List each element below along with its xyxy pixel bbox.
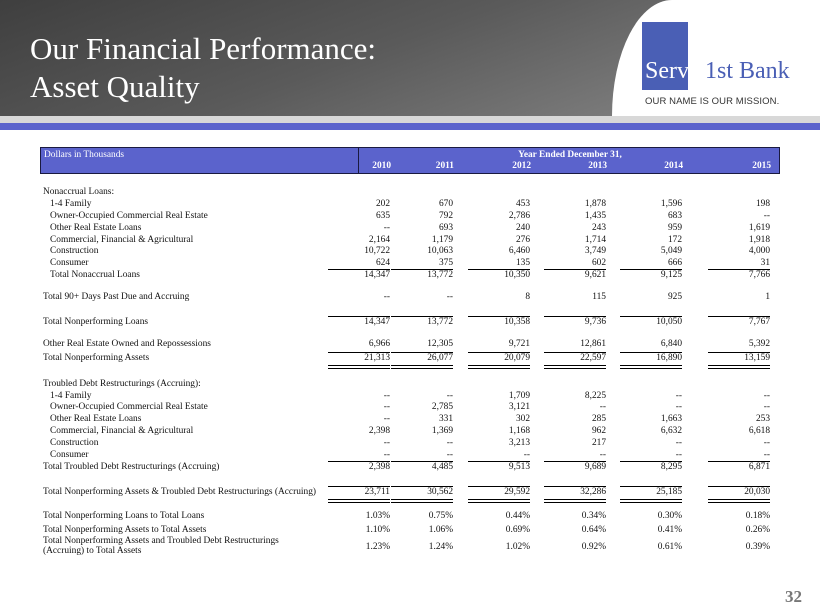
- cell-value: --: [675, 390, 682, 401]
- row-label: Other Real Estate Loans: [50, 414, 142, 425]
- cell-value: 602: [591, 258, 606, 269]
- cell-value: --: [383, 438, 390, 449]
- row-label: 1-4 Family: [50, 390, 92, 401]
- subtotal-rule: [620, 269, 682, 270]
- cell-value: 6,966: [368, 338, 390, 349]
- cell-value: 6,460: [508, 246, 530, 257]
- cell-value: --: [383, 414, 390, 425]
- cell-value: --: [383, 450, 390, 461]
- row-label: [43, 536, 279, 556]
- cell-value: 6,618: [748, 426, 770, 437]
- row-label: Consumer: [50, 450, 89, 461]
- subtotal-rule: [708, 486, 770, 487]
- cell-value: 1,179: [431, 234, 453, 245]
- cell-value: 3,213: [508, 438, 530, 449]
- cell-value: 10,063: [427, 246, 453, 257]
- year-header-2013: 2013: [588, 161, 607, 171]
- cell-value: --: [383, 222, 390, 233]
- cell-value: --: [523, 450, 530, 461]
- total-double-rule: [468, 499, 530, 503]
- total-tdr-row: [40, 462, 780, 474]
- cell-value: 0.30%: [657, 510, 682, 521]
- cell-value: --: [383, 292, 390, 303]
- cell-value: 4,000: [748, 246, 770, 257]
- total-double-rule: [708, 499, 770, 503]
- cell-value: 1.03%: [365, 510, 390, 521]
- total-double-rule: [544, 365, 606, 369]
- cell-value: 243: [591, 222, 606, 233]
- total-double-rule: [468, 365, 530, 369]
- cell-value: 9,689: [584, 461, 606, 472]
- row-label-line2: (Accruing) to Total Assets: [43, 546, 142, 557]
- cell-value: --: [763, 450, 770, 461]
- row-label: Owner-Occupied Commercial Real Estate: [50, 210, 208, 221]
- cell-value: 670: [438, 198, 453, 209]
- table-row: [40, 438, 780, 450]
- row-label: Total Nonperforming Assets: [43, 352, 150, 363]
- total-npa-row: [40, 353, 780, 365]
- cell-value: --: [383, 390, 390, 401]
- cell-value: 4,485: [431, 461, 453, 472]
- cell-value: 0.41%: [657, 524, 682, 535]
- cell-value: --: [383, 402, 390, 413]
- cell-value: 9,736: [584, 317, 606, 328]
- year-header-2012: 2012: [512, 161, 531, 171]
- row-label-line1: Total Nonperforming Assets and Troubled Debt Restructurings: [43, 536, 279, 547]
- cell-value: 9,513: [508, 461, 530, 472]
- total-double-rule: [620, 499, 682, 503]
- ratio-npa-row: [40, 525, 780, 537]
- cell-value: 2,786: [508, 210, 530, 221]
- row-label: Total 90+ Days Past Due and Accruing: [43, 292, 190, 303]
- cell-value: 962: [591, 426, 606, 437]
- cell-value: 7,766: [748, 270, 770, 281]
- spacer: [40, 174, 780, 187]
- cell-value: --: [675, 438, 682, 449]
- cell-value: 2,164: [368, 234, 390, 245]
- row-label: Commercial, Financial & Agricultural: [50, 426, 194, 437]
- cell-value: 0.39%: [745, 542, 770, 553]
- cell-value: 1.24%: [428, 542, 453, 553]
- cell-value: --: [446, 292, 453, 303]
- section-heading: Nonaccrual Loans:: [43, 187, 115, 197]
- cell-value: 5,049: [660, 246, 682, 257]
- cell-value: --: [763, 390, 770, 401]
- total-double-rule: [328, 499, 390, 503]
- row-label: Construction: [50, 438, 99, 449]
- cell-value: 0.69%: [505, 524, 530, 535]
- cell-value: 2,398: [368, 426, 390, 437]
- cell-value: 693: [438, 222, 453, 233]
- year-header-2011: 2011: [435, 161, 454, 171]
- logo-name-part1: Servis: [645, 58, 705, 84]
- cell-value: 20,030: [744, 486, 770, 497]
- cell-value: 1,663: [660, 414, 682, 425]
- cell-value: 3,121: [508, 402, 530, 413]
- cell-value: 8,295: [660, 461, 682, 472]
- cell-value: 1.10%: [365, 524, 390, 535]
- period-label: Year Ended December 31,: [518, 150, 622, 160]
- tdr-heading: [40, 379, 780, 391]
- cell-value: 25,185: [656, 486, 682, 497]
- cell-value: 30,562: [427, 486, 453, 497]
- cell-value: 0.18%: [745, 510, 770, 521]
- total-double-rule: [391, 365, 453, 369]
- cell-value: 792: [438, 210, 453, 221]
- subtotal-rule: [708, 269, 770, 270]
- cell-value: 1,168: [508, 426, 530, 437]
- asset-quality-table: [40, 147, 780, 562]
- ratio-npa-tdr-row: [40, 536, 780, 562]
- cell-value: 13,772: [427, 270, 453, 281]
- cell-value: --: [763, 438, 770, 449]
- cell-value: --: [599, 402, 606, 413]
- row-label: Construction: [50, 246, 99, 257]
- row-label: Other Real Estate Loans: [50, 222, 142, 233]
- logo-name-part2: 1st Bank: [705, 58, 790, 84]
- cell-value: 8,225: [584, 390, 606, 401]
- cell-value: 9,721: [508, 338, 530, 349]
- nonaccrual-heading: [40, 187, 780, 199]
- cell-value: 0.64%: [581, 524, 606, 535]
- cell-value: --: [446, 450, 453, 461]
- table-row: [40, 391, 780, 403]
- cell-value: 20,079: [504, 352, 530, 363]
- table-row: [40, 235, 780, 247]
- row-label: Total Nonperforming Loans: [43, 317, 149, 328]
- header-divider-grey: [0, 116, 820, 123]
- cell-value: 12,305: [427, 338, 453, 349]
- cell-value: 0.61%: [657, 542, 682, 553]
- cell-value: 172: [667, 234, 682, 245]
- row-label: Total Nonperforming Loans to Total Loans: [43, 510, 205, 521]
- cell-value: 29,592: [504, 486, 530, 497]
- cell-value: 375: [438, 258, 453, 269]
- row-label: Other Real Estate Owned and Repossessions: [43, 338, 211, 349]
- row-label: Total Nonperforming Assets & Troubled Debt Restructurings (Accruing): [43, 486, 317, 497]
- header-divider-blue: [0, 123, 820, 130]
- cell-value: 7,767: [748, 317, 770, 328]
- logo-tagline: OUR NAME IS OUR MISSION.: [645, 96, 780, 107]
- table-row: [40, 211, 780, 223]
- total-double-rule: [391, 499, 453, 503]
- cell-value: 13,159: [744, 352, 770, 363]
- cell-value: --: [675, 402, 682, 413]
- cell-value: 14,347: [364, 270, 390, 281]
- cell-value: 9,125: [660, 270, 682, 281]
- title-line-1: Our Financial Performance:: [30, 31, 377, 66]
- cell-value: 1,714: [584, 234, 606, 245]
- cell-value: 1,596: [660, 198, 682, 209]
- cell-value: 26,077: [427, 352, 453, 363]
- cell-value: 1.06%: [428, 524, 453, 535]
- cell-value: 0.34%: [581, 510, 606, 521]
- cell-value: 925: [667, 292, 682, 303]
- cell-value: 23,711: [364, 486, 390, 497]
- cell-value: --: [763, 210, 770, 221]
- table-header: [40, 147, 780, 174]
- cell-value: 0.75%: [428, 510, 453, 521]
- cell-value: 10,050: [656, 317, 682, 328]
- subtotal-rule: [708, 352, 770, 353]
- cell-value: 8: [525, 292, 530, 303]
- cell-value: 21,313: [364, 352, 390, 363]
- cell-value: 14,347: [364, 317, 390, 328]
- cell-value: 959: [667, 222, 682, 233]
- cell-value: 0.26%: [745, 524, 770, 535]
- cell-value: --: [599, 450, 606, 461]
- cell-value: 12,861: [580, 338, 606, 349]
- cell-value: 240: [515, 222, 530, 233]
- cell-value: 10,350: [504, 270, 530, 281]
- oreo-row: [40, 339, 780, 351]
- subtotal-rule: [620, 461, 682, 462]
- row-label: Total Nonperforming Assets to Total Assets: [43, 524, 207, 535]
- total-double-rule: [328, 365, 390, 369]
- cell-value: 1,709: [508, 390, 530, 401]
- cell-value: 32,286: [580, 486, 606, 497]
- cell-value: 276: [515, 234, 530, 245]
- cell-value: 666: [667, 258, 682, 269]
- cell-value: 22,597: [580, 352, 606, 363]
- total-double-rule: [544, 499, 606, 503]
- cell-value: 10,722: [364, 246, 390, 257]
- cell-value: 115: [592, 292, 606, 303]
- spacer: [40, 282, 780, 292]
- cell-value: 635: [375, 210, 390, 221]
- cell-value: 1.02%: [505, 542, 530, 553]
- subtotal-rule: [620, 486, 682, 487]
- cell-value: --: [763, 402, 770, 413]
- cell-value: 1,619: [748, 222, 770, 233]
- cell-value: --: [446, 438, 453, 449]
- table-row: [40, 199, 780, 211]
- cell-value: 16,890: [656, 352, 682, 363]
- page-number: 32: [785, 587, 802, 606]
- table-row: [40, 426, 780, 438]
- cell-value: 1.23%: [365, 542, 390, 553]
- spacer: [40, 329, 780, 339]
- cell-value: 198: [755, 198, 770, 209]
- subtotal-rule: [620, 352, 682, 353]
- cell-value: 453: [515, 198, 530, 209]
- year-header-2010: 2010: [372, 161, 391, 171]
- table-row: [40, 246, 780, 258]
- year-header-2014: 2014: [664, 161, 683, 171]
- cell-value: 217: [591, 438, 606, 449]
- past-due-row: [40, 292, 780, 304]
- cell-value: 6,840: [660, 338, 682, 349]
- total-nonaccrual-row: [40, 270, 780, 282]
- slide-title: [30, 30, 376, 106]
- cell-value: 1,369: [431, 426, 453, 437]
- cell-value: 1,878: [584, 198, 606, 209]
- table-row: [40, 223, 780, 235]
- cell-value: 9,621: [584, 270, 606, 281]
- row-label: Total Troubled Debt Restructurings (Accruing): [43, 461, 220, 472]
- cell-value: 135: [515, 258, 530, 269]
- total-npl-row: [40, 317, 780, 329]
- total-double-rule: [620, 365, 682, 369]
- cell-value: 0.44%: [505, 510, 530, 521]
- subtotal-rule: [620, 316, 682, 317]
- subtotal-rule: [708, 461, 770, 462]
- ratio-npl-row: [40, 511, 780, 523]
- row-label: 1-4 Family: [50, 198, 92, 209]
- table-row: [40, 402, 780, 414]
- section-heading: Troubled Debt Restructurings (Accruing):: [43, 378, 201, 389]
- cell-value: --: [446, 390, 453, 401]
- row-label: Owner-Occupied Commercial Real Estate: [50, 402, 208, 413]
- cell-value: 202: [375, 198, 390, 209]
- row-label: Consumer: [50, 258, 89, 269]
- cell-value: 331: [438, 414, 453, 425]
- cell-value: 1,435: [584, 210, 606, 221]
- table-row: [40, 414, 780, 426]
- total-double-rule: [708, 365, 770, 369]
- cell-value: 31: [760, 258, 770, 269]
- bank-logo: [645, 58, 790, 85]
- cell-value: 1,918: [748, 234, 770, 245]
- cell-value: 2,785: [431, 402, 453, 413]
- cell-value: 3,749: [584, 246, 606, 257]
- units-label: Dollars in Thousands: [44, 150, 125, 160]
- cell-value: --: [675, 450, 682, 461]
- cell-value: 10,358: [504, 317, 530, 328]
- row-label: Commercial, Financial & Agricultural: [50, 234, 194, 245]
- cell-value: 683: [667, 210, 682, 221]
- cell-value: 13,772: [427, 317, 453, 328]
- row-label: Total Nonaccrual Loans: [50, 270, 140, 281]
- subtotal-rule: [708, 316, 770, 317]
- cell-value: 5,392: [748, 338, 770, 349]
- total-npa-tdr-row: [40, 487, 780, 499]
- cell-value: 6,632: [660, 426, 682, 437]
- cell-value: 624: [375, 258, 390, 269]
- cell-value: 2,398: [368, 461, 390, 472]
- title-line-2: Asset Quality: [30, 69, 200, 104]
- cell-value: 285: [591, 414, 606, 425]
- cell-value: 302: [515, 414, 530, 425]
- year-header-2015: 2015: [752, 161, 771, 171]
- cell-value: 6,871: [748, 461, 770, 472]
- cell-value: 0.92%: [581, 542, 606, 553]
- cell-value: 253: [755, 414, 770, 425]
- cell-value: 1: [765, 292, 770, 303]
